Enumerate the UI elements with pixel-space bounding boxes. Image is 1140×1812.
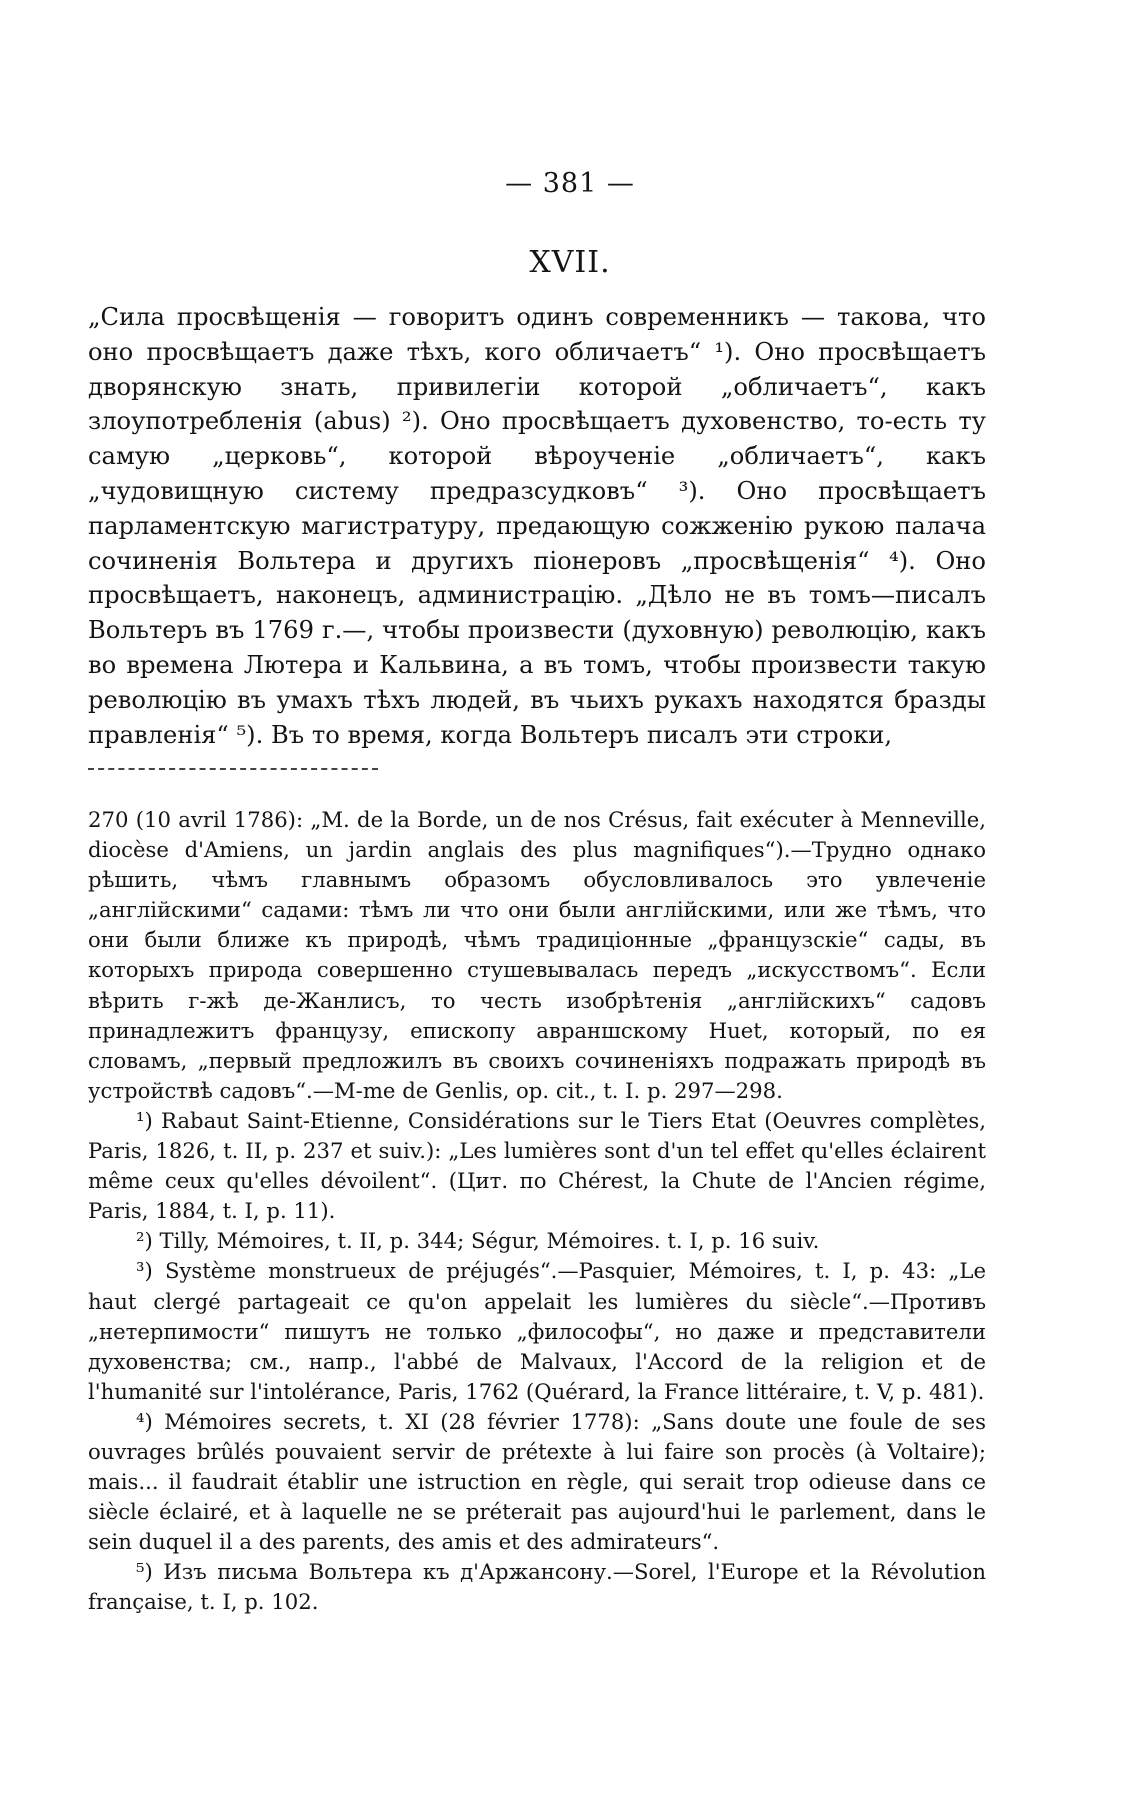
footnote-5: ⁵) Изъ письма Вольтера къ д'Аржансону.—Sorel, l'Europe et la Révolution française, t. I, p. 102. [88, 1559, 986, 1615]
chapter-heading: XVII. [529, 245, 611, 280]
footnotes [88, 805, 986, 1618]
page-number: — 381 — [505, 168, 635, 199]
footnote-4: ⁴) Mémoires secrets, t. XI (28 février 1778): „Sans doute une foule de ses ouvrages brûlés pouvaient servir de prétexte à lui faire son procès (à Voltaire); mais... il faudrait établir une istruction en règle, qui serait trop odieuse dans ce siècle éclairé, et à laquelle ne se préterait pas aujourd'hui le parlement, dans le sein duquel il a des parents, des amis et des admirateurs“. [88, 1408, 986, 1555]
footnote-continuation: 270 (10 avril 1786): „M. de la Borde, un de nos Crésus, fait exécuter à Menneville, diocèse d'Amiens, un jardin anglais des plus magnifiques“).—Трудно однако рѣшить, чѣмъ главнымъ образомъ обусловливалось это увлеченіе „англійскими“ садами: тѣмъ ли что они были англійскими, или же тѣмъ, что они были ближе къ природѣ, чѣмъ традиціонные „французскіе“ сады, въ которыхъ природа совершенно стушевывалась передъ „искусствомъ“. Если вѣрить г-жѣ де-Жанлисъ, то честь изобрѣтенія „англійскихъ“ садовъ принадлежитъ французу, епископу авраншскому Huet, который, по ея словамъ, „первый предложилъ въ своихъ сочиненіяхъ подражать природѣ въ устройствѣ садовъ“.—M-me de Genlis, op. cit., t. I. p. 297—298. [88, 807, 986, 1103]
footnote-1: ¹) Rabaut Saint-Etienne, Considérations sur le Tiers Etat (Oeuvres complètes, Paris, 1826, t. II, p. 237 et suiv.): „Les lumières sont d'un tel effet qu'elles éclairent même ceux qu'elles dévoilent“. (Цит. по Chérest, la Chute de l'Ancien régime, Paris, 1884, t. I, p. 11). [88, 1107, 986, 1224]
footnote-separator [88, 768, 378, 770]
footnote-2: ²) Tilly, Mémoires, t. II, p. 344; Ségur, Mémoires. t. I, p. 16 suiv. [136, 1228, 820, 1254]
main-paragraph: „Сила просвѣщенія — говоритъ одинъ современникъ — такова, что оно просвѣщаетъ даже тѣхъ, кого обличаетъ“ ¹). Оно просвѣщаетъ дворянскую знать, привилегіи которой „обличаетъ“, какъ злоупотребленія (abus) ²). Оно просвѣщаетъ духовенство, то-есть ту самую „церковь“, которой вѣроученіе „обличаетъ“, какъ „чудовищную систему предразсудковъ“ ³). Оно просвѣщаетъ парламентскую магистратуру, предающую сожженію рукою палача сочиненія Вольтера и другихъ піонеровъ „просвѣщенія“ ⁴). Оно просвѣщаетъ, наконецъ, администрацію. „Дѣло не въ томъ—писалъ Вольтеръ въ 1769 г.—, чтобы произвести (духовную) революцію, какъ во времена Лютера и Кальвина, а въ томъ, чтобы произвести такую революцію въ умахъ тѣхъ людей, въ чьихъ рукахъ находятся бразды правленія“ ⁵). Въ то время, когда Вольтеръ писалъ эти строки, [88, 303, 986, 749]
main-text [88, 300, 986, 752]
footnote-3: ³) Système monstrueux de préjugés“.—Pasquier, Mémoires, t. I, p. 43: „Le haut clergé partageait ce qu'on appelait les lumières du siècle“.—Противъ „нетерпимости“ пишутъ не только „философы“, но даже и представители духовенства; см., напр., l'abbé de Malvaux, l'Accord de la religion et de l'humanité sur l'intolérance, Paris, 1762 (Quérard, la France littéraire, t. V, p. 481). [88, 1258, 986, 1404]
